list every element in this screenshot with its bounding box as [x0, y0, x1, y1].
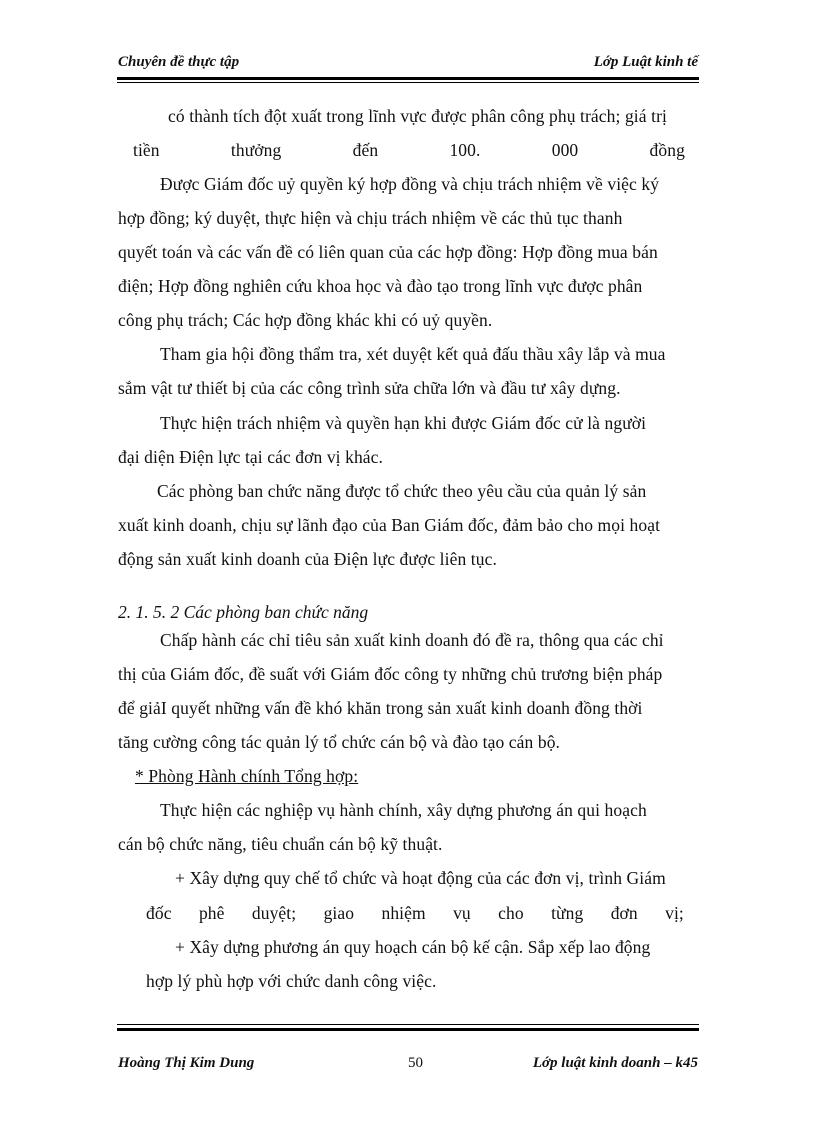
word: phê [198, 903, 225, 923]
body-line: + Xây dựng phương án quy hoạch cán bộ kế cận. Sắp xếp lao động [175, 937, 651, 957]
word: từng [551, 903, 584, 923]
body-line: quyết toán và các vấn đề có liên quan của các hợp đồng: Hợp đồng mua bán [118, 242, 658, 262]
body-line: thị của Giám đốc, đề suất với Giám đốc công ty những chủ trương biện pháp [118, 664, 663, 684]
word: đến [352, 140, 379, 160]
header-rule-thick [117, 77, 699, 80]
body-line: Tham gia hội đồng thẩm tra, xét duyệt kết quả đấu thầu xây lắp và mua [160, 344, 666, 364]
body-line: sắm vật tư thiết bị của các công trình sửa chữa lớn và đầu tư xây dựng. [118, 378, 621, 398]
body-line: tăng cường công tác quản lý tổ chức cán bộ và đào tạo cán bộ. [118, 732, 561, 752]
section-heading: 2. 1. 5. 2 Các phòng ban chức năng [118, 602, 369, 622]
word: giao [323, 903, 355, 923]
word: 000 [551, 140, 579, 160]
word: tiền [133, 140, 160, 160]
body-line: hợp đồng; ký duyệt, thực hiện và chịu trách nhiệm về các thủ tục thanh [118, 208, 623, 228]
body-line: đại diện Điện lực tại các đơn vị khác. [118, 447, 384, 467]
footer-class: Lớp luật kinh doanh – k45 [532, 1055, 698, 1071]
word: cho [498, 903, 524, 923]
body-line: để giảI quyết những vấn đề khó khăn trong sản xuất kinh doanh đồng thời [118, 698, 643, 718]
word: 100. [449, 140, 481, 160]
footer-rule-thin [117, 1024, 699, 1025]
word: đốc [146, 903, 172, 923]
word: vụ [453, 903, 471, 923]
word: nhiệm [381, 903, 426, 923]
body-line: công phụ trách; Các hợp đồng khác khi có uỷ quyền. [118, 310, 493, 330]
word: đồng [649, 140, 685, 160]
word: đơn [610, 903, 638, 923]
body-line: Thực hiện các nghiệp vụ hành chính, xây dựng phương án qui hoạch [160, 800, 647, 820]
word: vị; [665, 903, 684, 923]
body-line: hợp lý phù hợp với chức danh công việc. [146, 971, 437, 991]
body-line: điện; Hợp đồng nghiên cứu khoa học và đào tạo trong lĩnh vực được phân [118, 276, 643, 296]
sub-heading: * Phòng Hành chính Tổng hợp: [135, 766, 359, 786]
page-number: 50 [408, 1055, 423, 1071]
footer-author: Hoàng Thị Kim Dung [118, 1055, 255, 1071]
body-line: động sản xuất kinh doanh của Điện lực được liên tục. [118, 549, 497, 569]
word: duyệt; [251, 903, 297, 923]
footer-rule-thick [117, 1028, 699, 1031]
body-line: Được Giám đốc uỷ quyền ký hợp đồng và chịu trách nhiệm về việc ký [160, 174, 660, 194]
word: thưởng [230, 140, 282, 160]
header-left-title: Chuyên đề thực tập [118, 54, 240, 70]
body-justified-line-1 [133, 140, 685, 161]
body-line: cán bộ chức năng, tiêu chuẩn cán bộ kỹ thuật. [118, 834, 443, 854]
body-line: xuất kinh doanh, chịu sự lãnh đạo của Ban Giám đốc, đảm bảo cho mọi hoạt [118, 515, 661, 535]
body-line: Các phòng ban chức năng được tổ chức theo yêu cầu của quản lý sản [157, 481, 647, 501]
body-line: có thành tích đột xuất trong lĩnh vực được phân công phụ trách; giá trị [168, 106, 667, 126]
header-rule-thin [117, 82, 699, 83]
body-line: Chấp hành các chỉ tiêu sản xuất kinh doanh đó đề ra, thông qua các chỉ [160, 630, 664, 650]
header-right-title: Lớp Luật kinh tế [593, 54, 698, 70]
body-justified-line-2 [146, 903, 684, 924]
body-line: + Xây dựng quy chế tổ chức và hoạt động của các đơn vị, trình Giám [175, 868, 666, 888]
body-line: Thực hiện trách nhiệm và quyền hạn khi được Giám đốc cử là người [160, 413, 647, 433]
